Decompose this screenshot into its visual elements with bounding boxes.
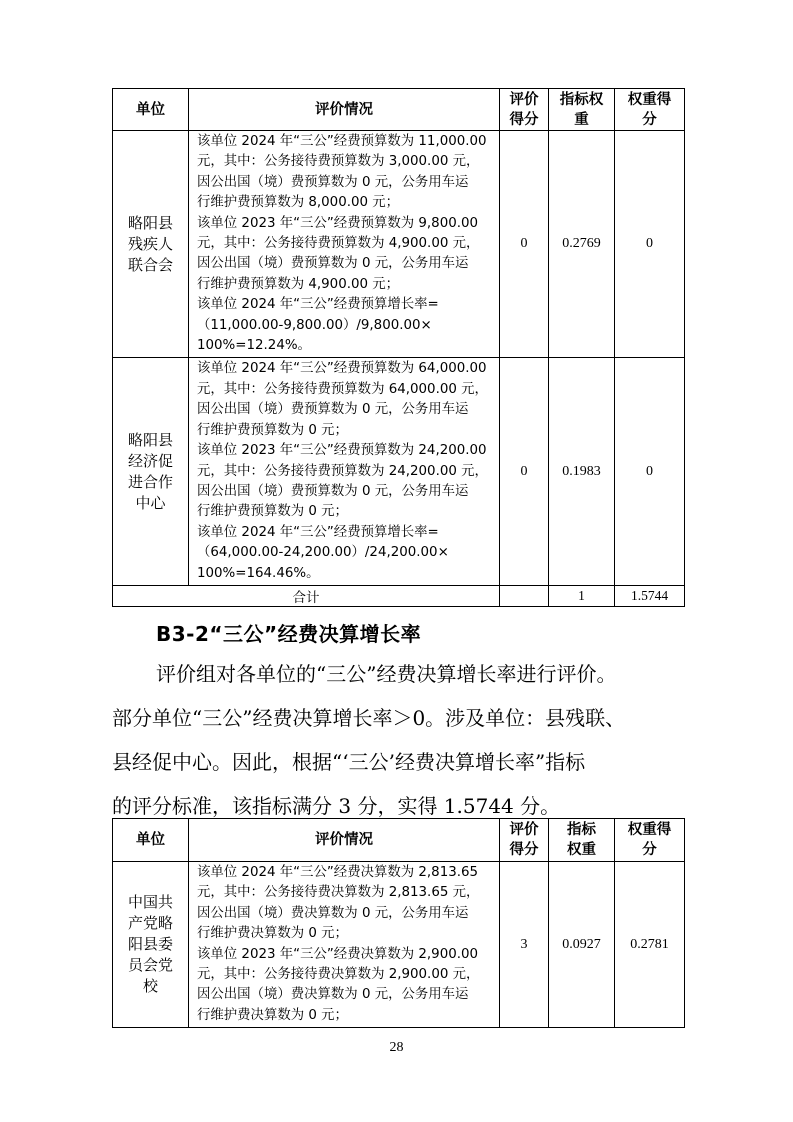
header-evaluation: 评价情况 <box>189 89 500 131</box>
header-unit: 单位 <box>113 819 189 862</box>
total-weight-cell: 1 <box>549 585 615 606</box>
desc-line: 因公出国（境）费预算数为 0 元，公务用车运 <box>197 402 469 418</box>
header-unit: 单位 <box>113 89 189 131</box>
desc-line: 该单位 2024 年“三公”经费预算数为 11,000.00 <box>197 134 487 149</box>
desc-line: 行维护费预算数为 0 元； <box>197 504 348 520</box>
unit-line: 员会党 <box>127 956 173 975</box>
desc-line: 因公出国（境）费决算数为 0 元，公务用车运 <box>197 987 469 1003</box>
header-weight: 指标 权重 <box>549 819 615 862</box>
desc-line: 该单位 2024 年“三公”经费决算数为 2,813.65 <box>197 865 479 880</box>
weight-cell: 0.0927 <box>549 862 615 1028</box>
weight-cell: 0.1983 <box>549 358 615 585</box>
unit-line: 略阳县 <box>127 430 173 449</box>
header-score: 评价 得分 <box>500 819 549 862</box>
evaluation-cell <box>189 358 500 585</box>
evaluation-cell <box>189 131 500 358</box>
desc-line: 元，其中：公务接待费决算数为 2,900.00 元， <box>197 967 480 983</box>
desc-line: 该单位 2024 年“三公”经费预算增长率= <box>197 524 439 540</box>
unit-cell <box>113 358 189 585</box>
desc-line: 行维护费预算数为 4,900.00 元； <box>197 276 400 292</box>
desc-line: 因公出国（境）费预算数为 0 元，公务用车运 <box>197 174 469 190</box>
unit-line: 经济促 <box>127 451 173 470</box>
score-cell: 0 <box>500 358 549 585</box>
weighted-score-cell: 0 <box>615 131 685 358</box>
unit-line: 进合作 <box>127 472 173 491</box>
unit-cell <box>113 131 189 358</box>
table-row <box>113 358 685 585</box>
budget-growth-table <box>112 88 685 607</box>
total-weighted-score-cell: 1.5744 <box>615 585 685 606</box>
header-weighted-score: 权重得 分 <box>615 89 685 131</box>
desc-line: 该单位 2023 年“三公”经费预算数为 9,800.00 <box>197 215 479 231</box>
desc-line: 元，其中：公务接待费预算数为 3,000.00 元， <box>197 154 480 170</box>
score-cell: 3 <box>500 862 549 1028</box>
paragraph-line: 的评分标准，该指标满分 3 分，实得 1.5744 分。 <box>112 794 561 818</box>
table-row <box>113 862 685 1028</box>
paragraph-line: 部分单位“三公”经费决算增长率＞0。涉及单位：县残联、 <box>112 706 626 730</box>
paragraph-line: 县经促中心。因此，根据“‘三公’经费决算增长率”指标 <box>112 750 586 774</box>
score-cell: 0 <box>500 131 549 358</box>
table-header-row <box>113 89 685 131</box>
header-score: 评价 得分 <box>500 89 549 131</box>
desc-line: 元，其中：公务接待费决算数为 2,813.65 元， <box>197 885 480 901</box>
page-number: 28 <box>389 1040 404 1055</box>
weighted-score-cell: 0.2781 <box>615 862 685 1028</box>
table-header-row <box>113 819 685 862</box>
unit-line: 残疾人 <box>127 234 173 253</box>
desc-line: 100%=12.24%。 <box>197 338 311 354</box>
desc-line: 该单位 2024 年“三公”经费预算数为 64,000.00 <box>197 361 487 377</box>
unit-line: 中国共 <box>127 893 173 912</box>
paragraph-line: 评价组对各单位的“三公”经费决算增长率进行评价。 <box>156 662 617 686</box>
total-row <box>113 585 685 606</box>
desc-line: 行维护费决算数为 0 元； <box>197 926 348 942</box>
desc-line: 因公出国（境）费决算数为 0 元，公务用车运 <box>197 905 469 921</box>
unit-line: 校 <box>142 977 158 996</box>
desc-line: 100%=164.46%。 <box>197 565 320 581</box>
header-weighted-score: 权重得 分 <box>615 819 685 862</box>
total-score-cell <box>500 585 549 606</box>
unit-line: 中心 <box>135 493 166 512</box>
desc-line: 行维护费预算数为 8,000.00 元； <box>197 195 400 211</box>
weight-cell: 0.2769 <box>549 131 615 358</box>
weighted-score-cell: 0 <box>615 358 685 585</box>
desc-line: 行维护费预算数为 0 元； <box>197 422 348 438</box>
section-heading: B3-2“三公”经费决算增长率 <box>156 622 422 646</box>
desc-line: （11,000.00-9,800.00）/9,800.00× <box>197 317 432 333</box>
total-label: 合计 <box>113 585 500 606</box>
table-row <box>113 131 685 358</box>
desc-line: 因公出国（境）费预算数为 0 元，公务用车运 <box>197 256 469 272</box>
desc-line: 元，其中：公务接待费预算数为 64,000.00 元， <box>197 381 488 397</box>
desc-line: 元，其中：公务接待费预算数为 24,200.00 元， <box>197 463 488 479</box>
unit-cell <box>113 862 189 1028</box>
header-weight: 指标权 重 <box>549 89 615 131</box>
desc-line: 该单位 2023 年“三公”经费预算数为 24,200.00 <box>197 443 487 459</box>
desc-line: 元，其中：公务接待费预算数为 4,900.00 元， <box>197 236 480 252</box>
header-evaluation: 评价情况 <box>189 819 500 862</box>
unit-line: 联合会 <box>127 255 173 274</box>
section-paragraph <box>112 652 687 828</box>
desc-line: 因公出国（境）费预算数为 0 元，公务用车运 <box>197 483 469 499</box>
unit-line: 产党略 <box>127 914 173 933</box>
desc-line: 行维护费决算数为 0 元； <box>197 1007 348 1023</box>
final-accounts-growth-table <box>112 818 685 1028</box>
desc-line: 该单位 2024 年“三公”经费预算增长率= <box>197 297 439 313</box>
desc-line: （64,000.00-24,200.00）/24,200.00× <box>197 545 449 561</box>
evaluation-cell <box>189 862 500 1028</box>
unit-line: 阳县委 <box>127 935 173 954</box>
desc-line: 该单位 2023 年“三公”经费决算数为 2,900.00 <box>197 946 479 962</box>
unit-line: 略阳县 <box>127 213 173 232</box>
